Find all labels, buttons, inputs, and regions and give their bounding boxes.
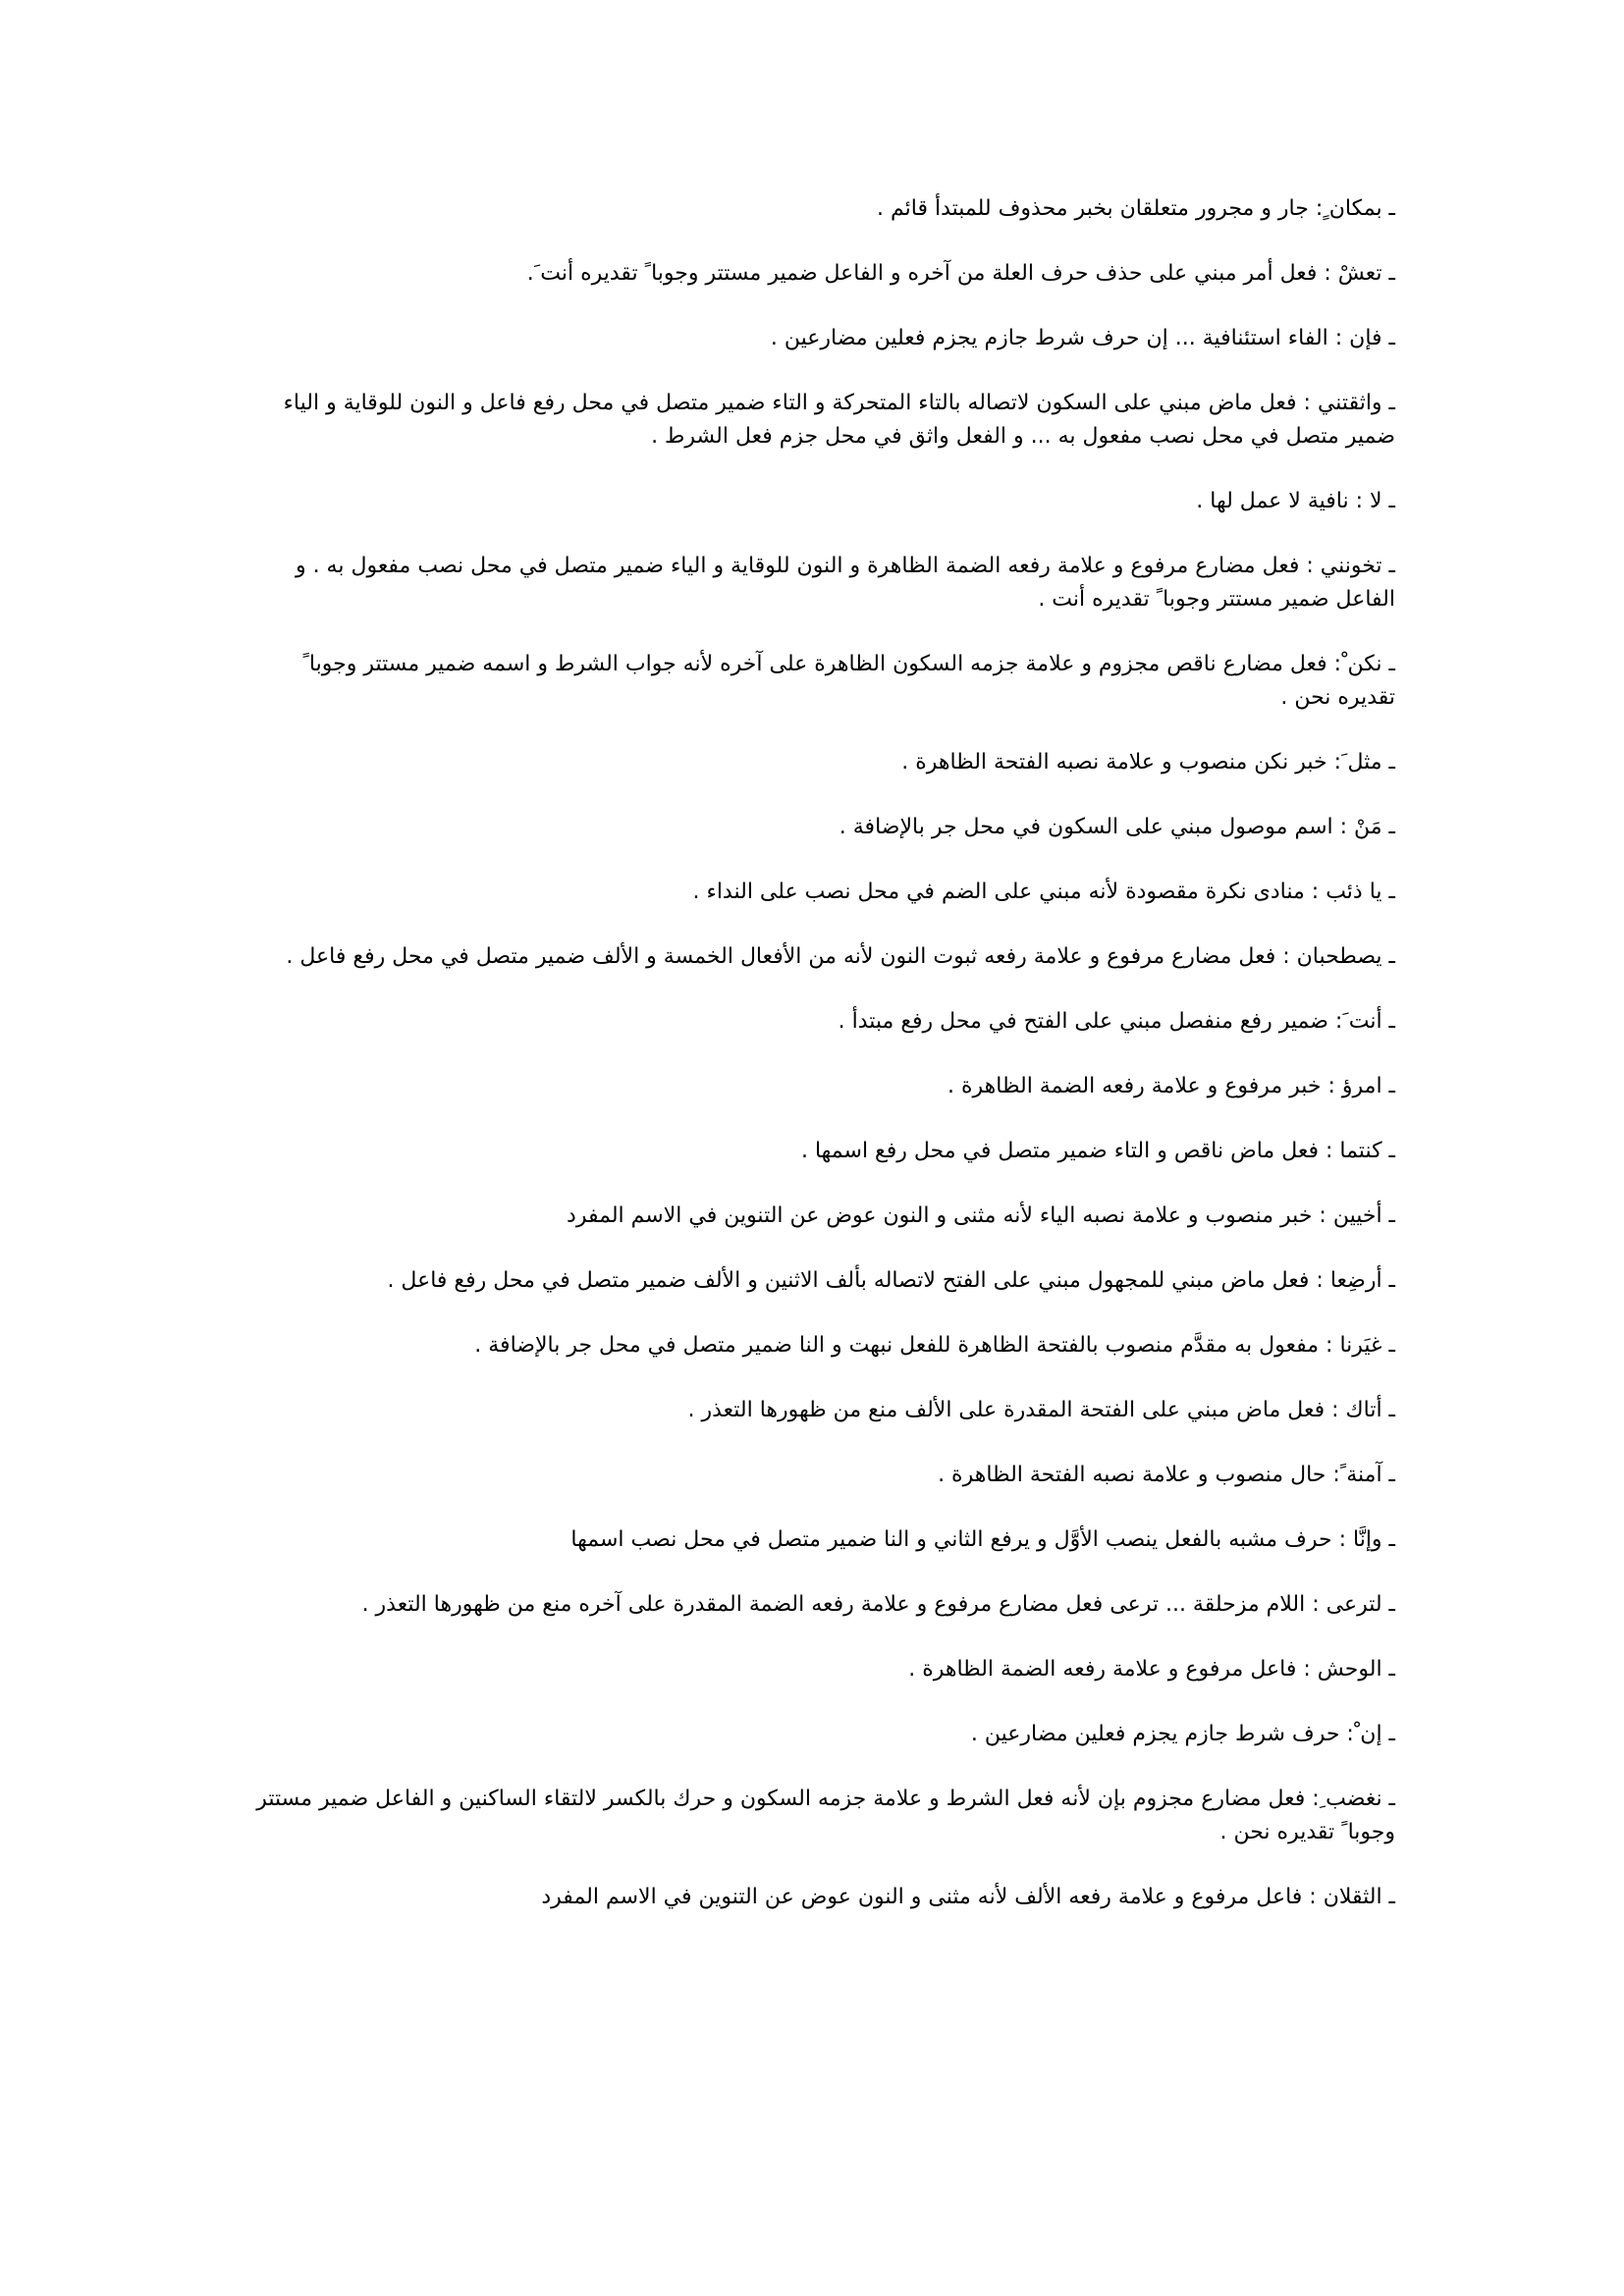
paragraph-taish: ـ تعشْ : فعل أمر مبني على حذف حرف العلة من آخره و الفاعل ضمير مستتر وجوبا ً تقديره أنت َ. [526,261,1395,286]
paragraph-urdia: ـ أرضِعا : فعل ماض مبني للمجهول مبني على الفتح لاتصاله بألف الاثنين و الألف ضمير متصل في محل رفع فاعل . [387,1268,1395,1293]
paragraph-anta: ـ أنت َ: ضمير رفع منفصل مبني على الفتح في محل رفع مبتدأ . [838,1009,1395,1034]
paragraph-ya-dhib: ـ يا ذئب : منادى نكرة مقصودة لأنه مبني على الضم في محل نصب على النداء . [692,880,1395,904]
paragraph-wainna: ـ وإنَّا : حرف مشبه بالفعل ينصب الأوَّل و يرفع الثاني و النا ضمير متصل في محل نصب اسمها [570,1527,1395,1552]
paragraph-alwahsh: ـ الوحش : فاعل مرفوع و علامة رفعه الضمة الظاهرة . [908,1657,1395,1682]
paragraph-yastahiban: ـ يصطحبان : فعل مضارع مرفوع و علامة رفعه ثبوت النون لأنه من الأفعال الخمسة و الألف ضمير متصل في محل رفع فاعل . [286,944,1395,969]
paragraph-la: ـ لا : نافية لا عمل لها . [1196,489,1395,513]
paragraph-litara: ـ لترعى : اللام مزحلقة ... ترعى فعل مضارع مرفوع و علامة رفعه الضمة المقدرة على آخره منع من ظهورها التعذر . [361,1592,1395,1617]
paragraph-bimakan: ـ بمكان ٍ: جار و مجرور متعلقان بخبر محذوف للمبتدأ قائم . [877,196,1395,221]
paragraph-mithla: ـ مثل َ: خبر نكن منصوب و علامة نصبه الفتحة الظاهرة . [901,750,1395,774]
paragraph-kuntuma: ـ كنتما : فعل ماض ناقص و التاء ضمير متصل في محل رفع اسمها . [800,1139,1395,1163]
paragraph-man: ـ مَنْ : اسم موصول مبني على السكون في محل جر بالإضافة . [839,815,1395,839]
paragraph-in: ـ إن ْ: حرف شرط جازم يجزم فعلين مضارعين . [970,1722,1395,1746]
paragraph-thaqalan: ـ الثقلان : فاعل مرفوع و علامة رفعه الألف لأنه مثنى و النون عوض عن التنوين في الاسم المفرد [541,1885,1395,1909]
document-body [246,192,1395,1946]
paragraph-fain: ـ فإن : الفاء استئنافية ... إن حرف شرط جازم يجزم فعلين مضارعين . [770,326,1395,350]
paragraph-wathaqtani: ـ واثقتني : فعل ماض مبني على السكون لاتصاله بالتاء المتحركة و التاء ضمير متصل في محل رفع فاعل و النون للوقاية و الياء ضمير متصل في محل نصب مفعول به ... و الفعل واثق في محل جزم فعل الشرط . [283,391,1395,449]
paragraph-imru: ـ امرؤ : خبر مرفوع و علامة رفعه الضمة الظاهرة . [947,1074,1395,1098]
paragraph-akhawayn: ـ أخيين : خبر منصوب و علامة نصبه الياء لأنه مثنى و النون عوض عن التنوين في الاسم المفرد [567,1203,1395,1228]
paragraph-nakun: ـ نكن ْ: فعل مضارع ناقص مجزوم و علامة جزمه السكون الظاهرة على آخره لأنه جواب الشرط و اسمه ضمير مستتر وجوبا ً تقديره نحن . [302,652,1395,710]
paragraph-ghayrana: ـ غيَرنا : مفعول به مقدَّم منصوب بالفتحة الظاهرة للفعل نبهت و النا ضمير متصل في محل جر بالإضافة . [474,1333,1395,1358]
paragraph-ataka: ـ أتاك : فعل ماض مبني على الفتحة المقدرة على الألف منع من ظهورها التعذر . [687,1398,1395,1422]
paragraph-aminatan: ـ آمنة ً: حال منصوب و علامة نصبه الفتحة الظاهرة . [938,1463,1395,1487]
paragraph-takhununi: ـ تخونني : فعل مضارع مرفوع و علامة رفعه الضمة الظاهرة و النون للوقاية و الياء ضمير متصل في محل نصب مفعول به . و الفاعل ضمير مستتر وجوبا ً تقديره أنت . [295,554,1395,612]
paragraph-naghdab: ـ نغضب ِ: فعل مضارع مجزوم بإن لأنه فعل الشرط و علامة جزمه السكون و حرك بالكسر لالتقاء الساكنين و الفاعل ضمير مستتر وجوبا ً تقديره نحن . [256,1787,1395,1844]
